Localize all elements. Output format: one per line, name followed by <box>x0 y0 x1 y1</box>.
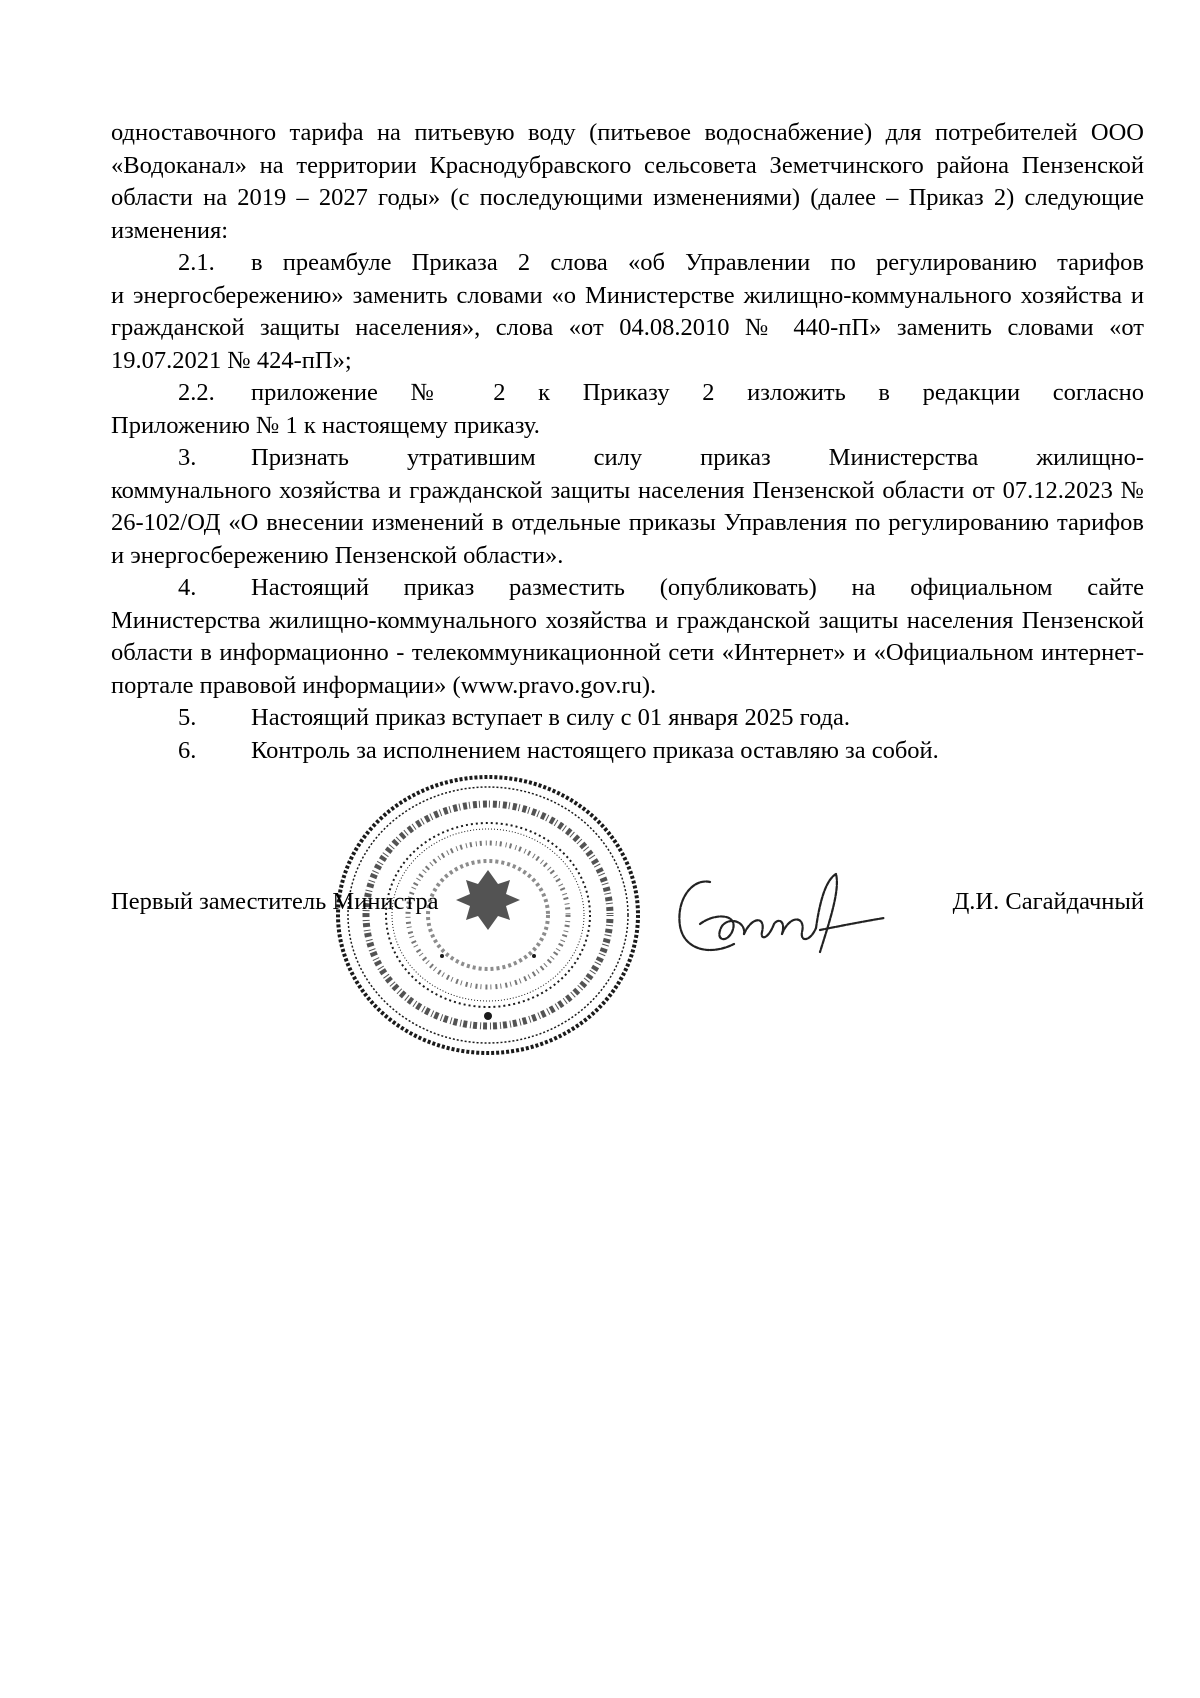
item-first-line: Настоящий приказ разместить (опубликовать) на официальном сайте <box>251 574 1144 601</box>
item-text <box>111 442 1144 572</box>
item-text <box>251 735 1144 768</box>
signature-block <box>111 886 1144 926</box>
list-item <box>111 442 1144 572</box>
item-continuation: Министерства жилищно-коммунального хозяйства и гражданской защиты населения Пензенской области в информационно - телекоммуникационной сети «Интернет» и «Официальном интернет-портале правовой информации» (www.pravo.gov.ru). <box>111 606 1144 699</box>
list-item <box>111 572 1144 702</box>
item-number: 2.2. <box>178 379 215 406</box>
list-item <box>111 735 1144 768</box>
item-first-line: Настоящий приказ вступает в силу с 01 января 2025 года. <box>251 704 851 731</box>
document-body <box>111 117 1144 767</box>
item-text <box>111 572 1144 702</box>
item-number: 6. <box>178 736 197 764</box>
intro-paragraph: одноставочного тарифа на питьевую воду (питьевое водоснабжение) для потребителей ООО «Водоканал» на территории Краснодубравского сельсовета Земетчинского района Пензенской области на 2019 – 2027 годы» (с последующими изменениями) (далее – Приказ 2) следующие изменения: <box>111 119 1144 244</box>
item-number: 5. <box>178 704 197 731</box>
item-continuation: Приложению № 1 к настоящему приказу. <box>111 411 540 439</box>
item-first-line: Признать утратившим силу приказ Министерства жилищно- <box>251 444 1144 471</box>
signatory-position: Первый заместитель Министра <box>111 888 439 915</box>
item-number: 3. <box>178 444 197 471</box>
item-continuation: коммунального хозяйства и гражданской защиты населения Пензенской области от 07.12.2023 № 26-102/ОД «О внесении изменений в отдельные приказы Управления по регулированию тарифов и энергосбережению Пензенской области». <box>111 476 1144 569</box>
item-number: 4. <box>178 574 197 601</box>
signatory-name: Д.И. Сагайдачный <box>952 888 1144 915</box>
list-item <box>111 702 1144 735</box>
item-number: 2.1. <box>178 249 215 276</box>
list-item <box>111 247 1144 377</box>
list-item <box>111 377 1144 442</box>
item-first-line: в преамбуле Приказа 2 слова «об Управлении по регулированию тарифов <box>251 249 1144 276</box>
item-text <box>111 247 1144 377</box>
item-text <box>251 702 1144 735</box>
item-first-line: Контроль за исполнением настоящего приказа оставляю за собой. <box>251 736 939 764</box>
item-continuation: и энергосбережению» заменить словами «о Министерстве жилищно-коммунального хозяйства и гражданской защиты населения», слова «от 04.08.2010 № 440-пП» заменить словами «от 19.07.2021 № 424-пП»; <box>111 281 1144 374</box>
item-first-line: приложение № 2 к Приказу 2 изложить в редакции согласно <box>251 379 1144 406</box>
